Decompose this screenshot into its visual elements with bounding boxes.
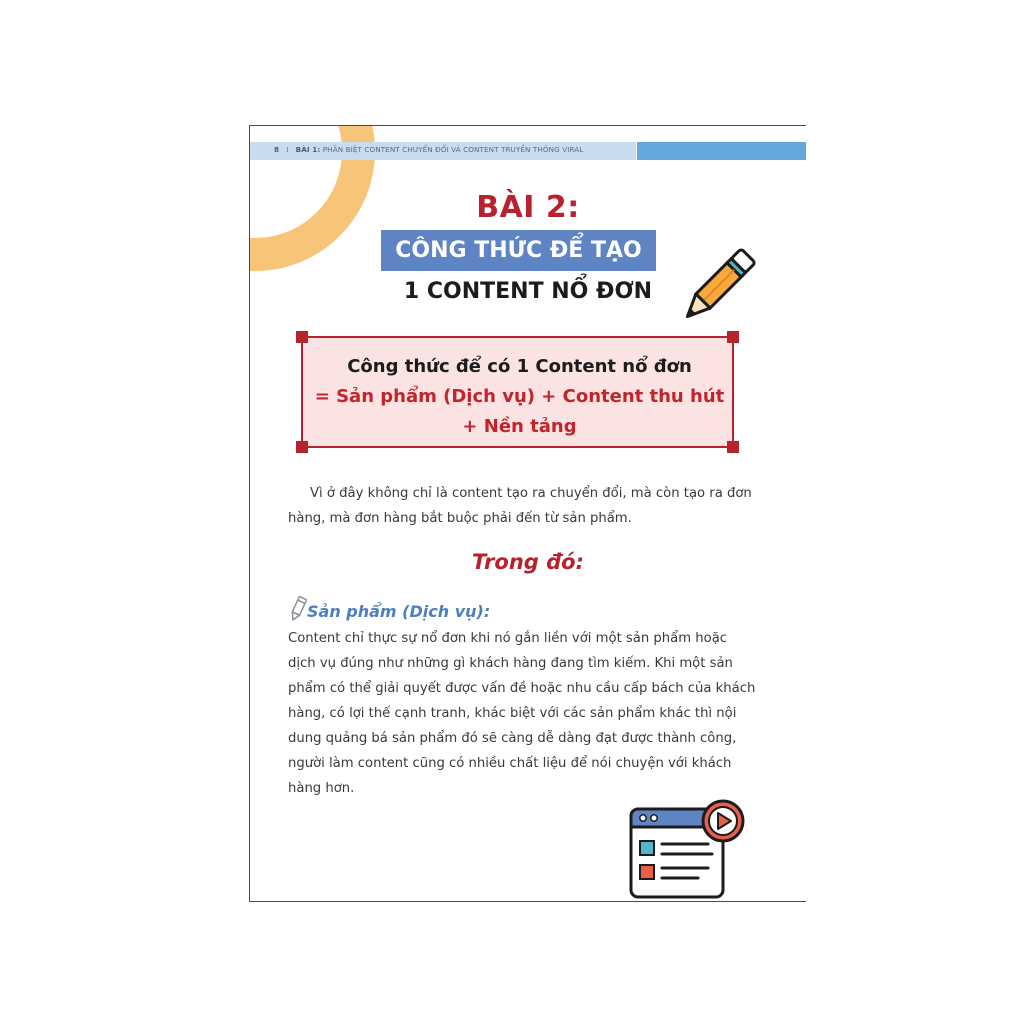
subsection-body: Content chỉ thực sự nổ đơn khi nó gắn liền với một sản phẩm hoặc dịch vụ đúng như những gì khách hàng đang tìm kiếm. Khi một sản phẩm có thể giải quyết được vấn đề hoặc nhu cầu cấp bách của khách hàng, có lợi thế cạnh tranh, khác biệt với các sản phẩm khác thì nội dung quảng bá sản phẩm đó sẽ càng dễ dàng đạt được thành công, người làm content cũng có nhiều chất liệu để nói chuyện với khách hàng hơn. bbox=[288, 631, 756, 796]
formula-line-2: = Sản phẩm (Dịch vụ) + Content thu hút bbox=[314, 386, 725, 407]
header-separator: I bbox=[286, 145, 289, 154]
book-page bbox=[249, 125, 806, 902]
section-heading: Trong đó: bbox=[472, 550, 584, 574]
lesson-title-main: BÀI 2: bbox=[476, 190, 580, 225]
formula-line-3: + Nền tảng bbox=[462, 416, 577, 437]
corner-top-right bbox=[727, 331, 739, 343]
small-pencil-icon bbox=[288, 596, 308, 626]
intro-paragraph bbox=[288, 481, 758, 531]
subsection-heading: Sản phẩm (Dịch vụ): bbox=[307, 602, 491, 621]
corner-bottom-left bbox=[296, 441, 308, 453]
formula-box bbox=[301, 336, 734, 448]
header-text bbox=[274, 145, 583, 154]
page-number: 8 bbox=[274, 145, 280, 154]
lesson-label: BÀI 1: bbox=[295, 145, 321, 154]
pencil-icon bbox=[670, 244, 760, 338]
corner-bottom-right bbox=[727, 441, 739, 453]
corner-top-left bbox=[296, 331, 308, 343]
header-strip bbox=[250, 142, 636, 160]
formula-line-1: Công thức để có 1 Content nổ đơn bbox=[347, 356, 692, 377]
title-highlight-box bbox=[381, 230, 656, 271]
lesson-title-sub: 1 CONTENT NỔ ĐƠN bbox=[403, 279, 653, 304]
lesson-title: PHÂN BIỆT CONTENT CHUYỂN ĐỔI VÀ CONTENT TRUYỀN THÔNG VIRAL bbox=[322, 145, 584, 154]
page-header bbox=[250, 142, 806, 160]
media-window-icon bbox=[628, 791, 748, 902]
title-highlight-text: CÔNG THỨC ĐỂ TẠO bbox=[395, 238, 642, 263]
intro-paragraph-text: Vì ở đây không chỉ là content tạo ra chuyển đổi, mà còn tạo ra đơn hàng, mà đơn hàng bắt buộc phải đến từ sản phẩm. bbox=[288, 486, 752, 526]
header-accent-bar bbox=[637, 142, 806, 160]
